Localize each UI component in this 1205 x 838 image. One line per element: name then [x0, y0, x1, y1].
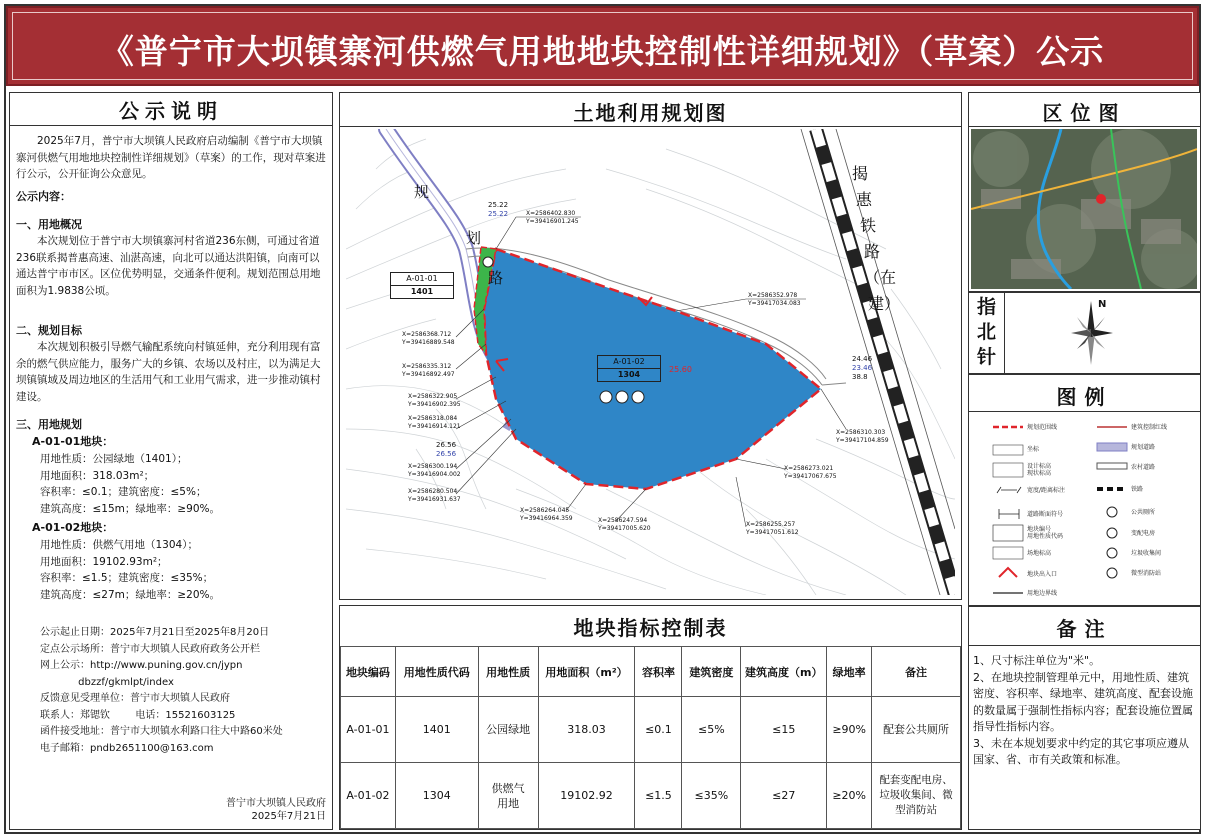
location-map-panel	[968, 92, 1201, 292]
rail-char: （在	[864, 268, 897, 287]
rail-char: 惠	[856, 190, 873, 209]
elevation-c	[852, 355, 872, 382]
parcel-code: A-01-02	[598, 356, 660, 369]
legend-label: 设计标高 现状标高	[1027, 463, 1052, 477]
legend-symbols	[969, 411, 1199, 607]
coord-label	[402, 331, 455, 347]
coord-x: X=2586402.830	[526, 210, 576, 217]
coord-y: Y=39417005.620	[598, 525, 651, 532]
legend-label: 铁路	[1131, 486, 1144, 493]
coord-y: Y=39417067.675	[784, 473, 837, 480]
notes-divider	[969, 645, 1200, 646]
title-banner	[6, 6, 1199, 86]
legend-label: 农村道路	[1131, 464, 1156, 471]
notice-panel	[9, 92, 333, 830]
table-header-row	[341, 647, 961, 697]
coord-y: Y=39416964.359	[520, 515, 573, 522]
table-cell: 1304	[395, 763, 478, 829]
col-header: 用地面积（m²）	[538, 647, 635, 697]
legend-label: 道路断面符号	[1027, 511, 1064, 518]
contact-line: 公示起止日期：2025年7月21日至2025年8月20日	[40, 627, 270, 638]
satellite-image[interactable]	[971, 129, 1197, 289]
legend-label: 微型消防站	[1131, 570, 1162, 577]
email-link[interactable]: 电子邮箱：pndb2651100@163.com	[40, 742, 214, 754]
coord-y: Y=39416914.121	[408, 423, 461, 430]
location-divider	[969, 126, 1200, 127]
coord-label	[746, 521, 799, 537]
coord-x: X=2586273.021	[784, 465, 834, 472]
table-row	[341, 763, 961, 829]
rail-char: 揭	[852, 164, 869, 183]
notes-list	[973, 653, 1196, 769]
table-cell: 配套变配电房、垃圾收集间、微型消防站	[872, 763, 961, 829]
table-cell: 配套公共厕所	[872, 697, 961, 763]
legend-label: 变配电房	[1131, 530, 1156, 537]
elev-design: 26.56	[436, 441, 457, 449]
coord-label	[408, 463, 461, 479]
section2-body: 本次规划积极引导燃气输配系统向村镇延伸，充分利用现有富余的燃气供应能力，服务广大的乡镇、农场以及村庄，以为满足大坝镇镇域及周边地区的生活用气和工业用气需求，进一步推动镇村建设。	[16, 341, 321, 403]
coord-x: X=2586247.594	[598, 517, 648, 524]
coord-label	[836, 429, 889, 445]
table-title: 地块指标控制表	[573, 616, 728, 640]
site-elevation: 25.60	[669, 365, 692, 374]
coord-y: Y=39416889.548	[402, 339, 455, 346]
table-cell: ≤27	[741, 763, 827, 829]
coord-label	[784, 465, 837, 481]
parcel1-heading: A-01-01地块：	[32, 435, 114, 448]
table-cell: 供燃气用地	[478, 763, 538, 829]
elevation-a	[488, 201, 508, 219]
parcel-a0102-tag[interactable]	[597, 355, 661, 382]
legend-label: 垃圾收集间	[1131, 550, 1162, 557]
sign-date: 2025年7月21日	[251, 811, 326, 822]
table-cell: A-01-02	[341, 763, 396, 829]
notes-title: 备注	[1056, 617, 1113, 641]
section1-body: 本次规划位于普宁市大坝镇寨河村省道236东侧，可通过省道236联系揭普惠高速、汕湛高速，向北可以通达洪阳镇，向南可以通达普宁市市区。区位优势明显，交通条件便利。规划范围总用地面积为1.9838公顷。	[16, 235, 321, 297]
coord-y: Y=39416902.395	[408, 401, 461, 408]
railway-label	[852, 161, 900, 317]
coord-label	[526, 210, 579, 226]
contact-line: 反馈意见受理单位：普宁市大坝镇人民政府	[40, 693, 230, 704]
coord-y: Y=39416931.637	[408, 496, 461, 503]
elev-design: 25.22	[488, 201, 509, 209]
contact-block	[40, 625, 332, 757]
coord-y: Y=39416901.245	[526, 218, 579, 225]
contact-line: 联系人：郑锶钦 电话：15521603125	[40, 709, 236, 721]
coord-label	[402, 363, 455, 379]
website-link[interactable]: 网上公示：http://www.puning.gov.cn/jypn	[40, 660, 243, 671]
north-arrow-panel	[968, 292, 1201, 374]
north-title: 指北针	[969, 293, 1005, 373]
elevation-b	[436, 441, 456, 459]
legend-panel	[968, 374, 1201, 606]
parcel-use-code: 1401	[410, 287, 434, 296]
land-use-map-panel	[339, 92, 962, 600]
table-cell: ≥90%	[827, 697, 872, 763]
notice-intro: 2025年7月，普宁市大坝镇人民政府启动编制《普宁市大坝镇寨河供燃气用地地块控制性详细规划》（草案）的工作，现对草案进行公示，公开征询公众意见。	[16, 135, 326, 180]
col-header: 建筑密度	[682, 647, 741, 697]
rail-char: 铁	[860, 216, 877, 235]
col-header: 地块编码	[341, 647, 396, 697]
table-row	[341, 697, 961, 763]
elev-design: 24.46	[852, 355, 873, 363]
note-item: 1、尺寸标注单位为"米"。	[973, 654, 1101, 667]
section1-heading: 一、用地概况	[16, 218, 82, 231]
coord-label	[598, 517, 651, 533]
website-link-cont[interactable]: dbzzf/gkmlpt/index	[40, 676, 174, 688]
map-area[interactable]	[346, 129, 955, 595]
coord-x: X=2586368.712	[402, 331, 452, 338]
notice-title-divider	[10, 125, 332, 126]
parcel2-heading: A-01-02地块：	[32, 521, 114, 534]
contact-line: 定点公示场所：普宁市大坝镇人民政府政务公开栏	[40, 643, 260, 655]
elev-existing: 25.22	[488, 210, 509, 218]
map-title: 土地利用规划图	[573, 101, 728, 125]
legend-label: 用地边界线	[1027, 590, 1058, 597]
parcel2-line: 用地性质：供燃气用地（1304）；	[40, 539, 198, 551]
coord-label	[408, 415, 461, 431]
coord-x: X=2586310.303	[836, 429, 886, 436]
table-cell: ≤35%	[682, 763, 741, 829]
parcel1-line: 用地性质：公园绿地（1401）；	[40, 453, 188, 465]
legend-label: 场地标高	[1027, 550, 1052, 557]
parcel1-line: 用地面积：318.03m²；	[40, 469, 155, 482]
parcel1-line: 容积率：≤0.1；建筑密度：≤5%；	[40, 486, 207, 498]
notice-title: 公示说明	[119, 99, 223, 123]
contact-line: 函件接受地址：普宁市大坝镇水利路口往大中路60米处	[40, 726, 283, 737]
legend-label: 宽度/距离标注	[1027, 487, 1066, 494]
coord-label	[408, 488, 461, 504]
coord-y: Y=39416892.497	[402, 371, 455, 378]
table-cell: 1401	[395, 697, 478, 763]
coord-x: X=2586255.257	[746, 521, 796, 528]
parcel2-details	[40, 537, 330, 603]
width-label: 38.8	[852, 373, 868, 381]
coord-x: X=2586318.084	[408, 415, 458, 422]
coord-x: X=2586300.194	[408, 463, 458, 470]
section3-heading: 三、用地规划	[16, 418, 82, 431]
col-header: 备注	[872, 647, 961, 697]
legend-label: 规划道路	[1131, 444, 1156, 451]
table-cell: 公园绿地	[478, 697, 538, 763]
parcel2-line: 容积率：≤1.5；建筑密度：≤35%；	[40, 572, 214, 584]
road-char: 规	[414, 183, 430, 201]
content-heading: 公示内容：	[16, 190, 71, 203]
coord-x: X=2586280.504	[408, 488, 458, 495]
coord-x: X=2586322.905	[408, 393, 458, 400]
rail-char: 建）	[868, 294, 901, 313]
table-cell: ≤15	[741, 697, 827, 763]
table-cell: A-01-01	[341, 697, 396, 763]
coord-label	[408, 393, 461, 409]
table-cell: 19102.92	[538, 763, 635, 829]
parcel1-line: 建筑高度：≤15m；绿地率：≥90%。	[40, 502, 221, 515]
table-cell: 318.03	[538, 697, 635, 763]
legend-label: 公共厕所	[1131, 509, 1156, 516]
col-header: 用地性质	[478, 647, 538, 697]
signature-block	[226, 797, 326, 823]
col-header: 用地性质代码	[395, 647, 478, 697]
coord-y: Y=39417051.612	[746, 529, 799, 536]
legend-title: 图例	[1056, 385, 1113, 409]
table-cell: ≤1.5	[635, 763, 682, 829]
map-title-divider	[340, 126, 961, 127]
parcel-code: A-01-01	[391, 273, 453, 286]
indicator-table-panel	[339, 605, 962, 830]
section2-heading: 二、规划目标	[16, 324, 82, 337]
rail-char: 路	[864, 242, 881, 261]
north-letter: N	[1098, 299, 1107, 310]
note-item: 2、在地块控制管理单元中，用地性质、建筑密度、容积率、绿地率、建筑高度、配套设施的数量属于强制性指标内容；配套设施位置属指导性指标内容。	[973, 670, 1193, 733]
legend-label: 地块编号 用地性质代码	[1027, 526, 1064, 540]
parcel-use-code: 1304	[617, 370, 641, 379]
planning-road-label: 规 划	[414, 169, 432, 301]
indicator-table	[340, 646, 961, 829]
elev-existing: 23.46	[852, 364, 873, 372]
coord-y: Y=39417104.859	[836, 437, 889, 444]
page-title: 《普宁市大坝镇寨河供燃气用地地块控制性详细规划》（草案）公示	[100, 32, 1105, 71]
legend-label: 建筑控制红线	[1131, 424, 1168, 431]
parcel2-line: 建筑高度：≤27m；绿地率：≥20%。	[40, 588, 221, 601]
coord-x: X=2586335.312	[402, 363, 452, 370]
note-item: 3、未在本规划要求中约定的其它事项应遵从国家、省、市有关政策和标准。	[973, 736, 1189, 766]
table-cell: ≥20%	[827, 763, 872, 829]
legend-label: 规划范围线	[1027, 424, 1058, 431]
coord-x: X=2586352.978	[748, 292, 798, 299]
legend-label: 地块出入口	[1027, 571, 1058, 578]
legend-label: 坐标	[1027, 446, 1040, 453]
location-title: 区位图	[1042, 101, 1127, 125]
notes-panel	[968, 606, 1201, 830]
coord-y: Y=39417034.083	[748, 300, 801, 307]
elev-existing: 26.56	[436, 450, 457, 458]
parcel2-line: 用地面积：19102.93m²；	[40, 555, 168, 568]
satellite-svg	[971, 129, 1197, 289]
coord-y: Y=39416904.002	[408, 471, 461, 478]
parcel-a0101-tag[interactable]	[390, 272, 454, 299]
table-cell: ≤5%	[682, 697, 741, 763]
coord-label	[748, 292, 801, 308]
col-header: 建筑高度（m）	[741, 647, 827, 697]
parcel1-details	[40, 451, 330, 517]
coord-label	[520, 507, 573, 523]
sign-org: 普宁市大坝镇人民政府	[226, 798, 326, 809]
coord-x: X=2586264.045	[520, 507, 570, 514]
col-header: 容积率	[635, 647, 682, 697]
table-cell: ≤0.1	[635, 697, 682, 763]
col-header: 绿地率	[827, 647, 872, 697]
